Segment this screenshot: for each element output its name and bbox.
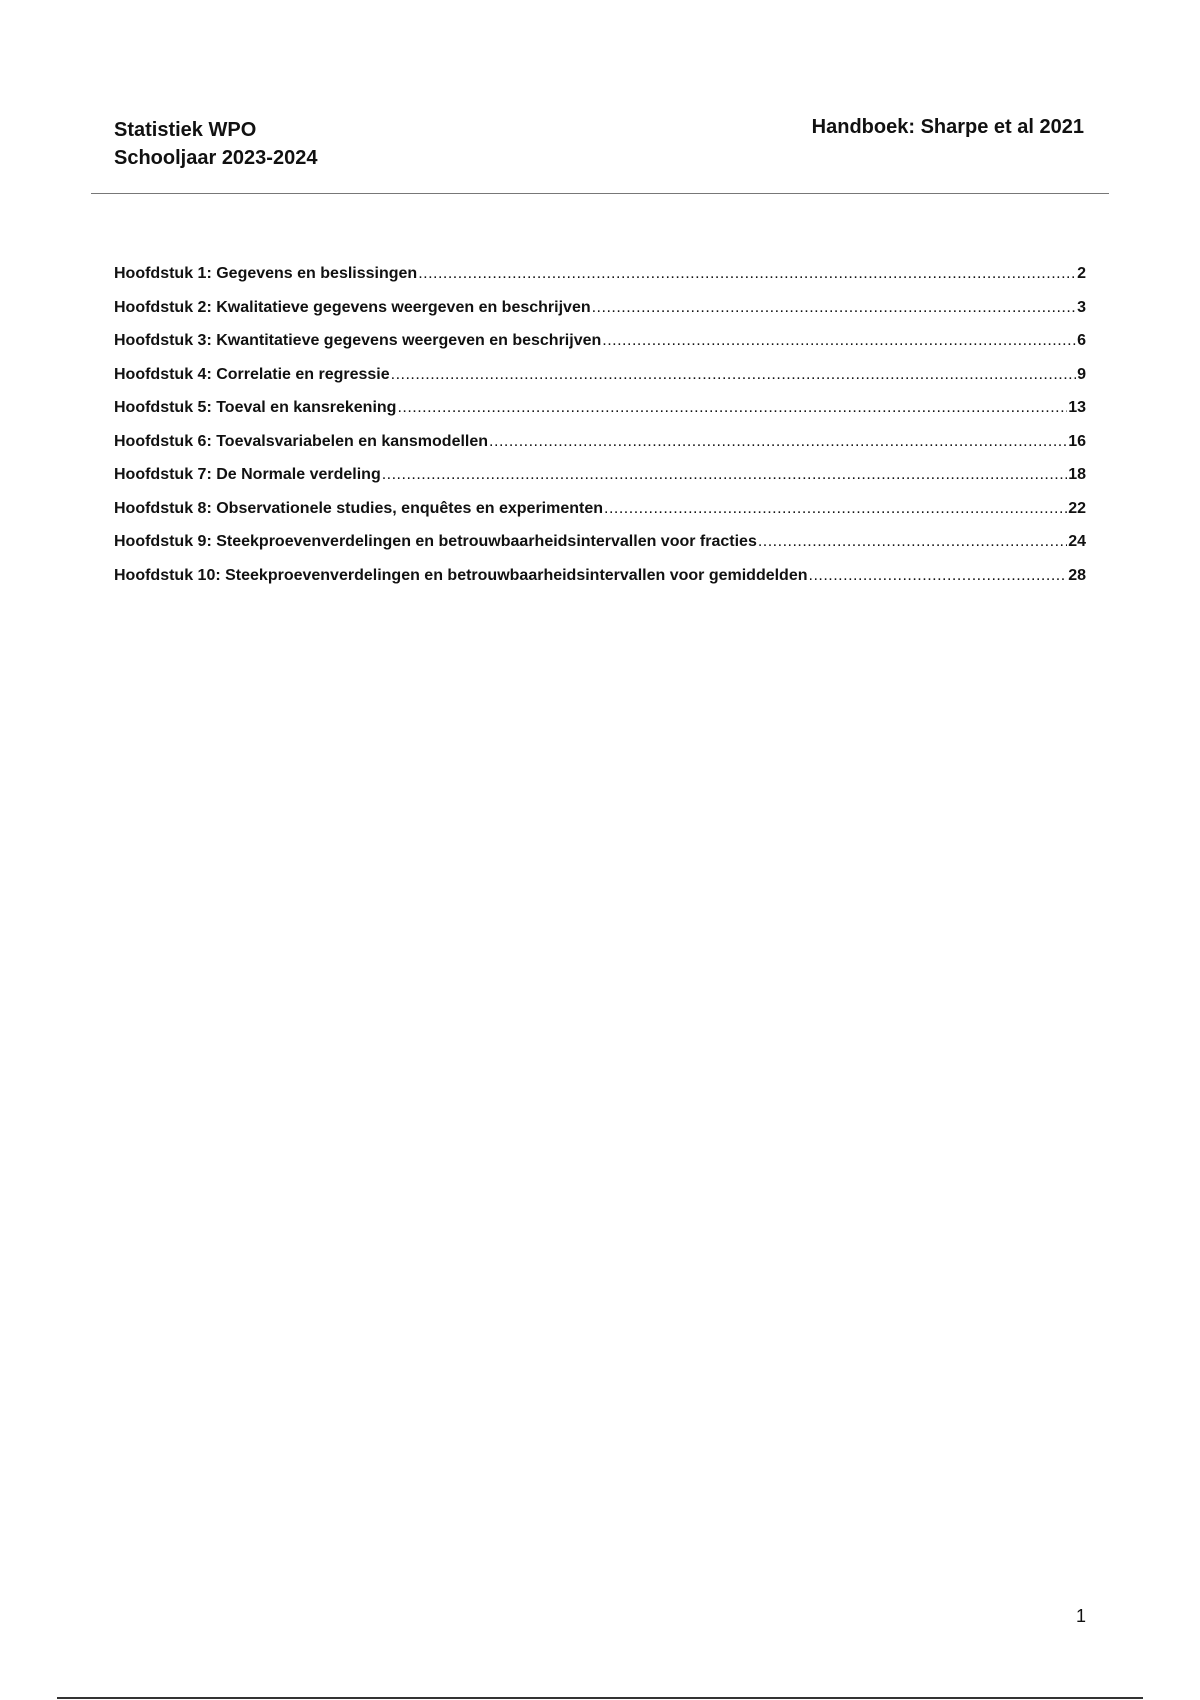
toc-entry-title: Hoofdstuk 5: Toeval en kansrekening (114, 399, 397, 416)
toc-dot-leader (592, 296, 1076, 320)
toc-entry-title: Hoofdstuk 1: Gegevens en beslissingen (114, 265, 418, 282)
toc-entry-page: 24 (1068, 533, 1086, 550)
page-header (114, 116, 1084, 176)
toc-entry-9[interactable] (114, 530, 1086, 564)
toc-entry-title: Hoofdstuk 3: Kwantitatieve gegevens weergeven en beschrijven (114, 332, 602, 349)
toc-dot-leader (418, 262, 1076, 286)
school-year: Schooljaar 2023-2024 (114, 147, 318, 169)
toc-entry-page: 18 (1068, 466, 1086, 483)
toc-entry-page: 9 (1077, 365, 1086, 383)
toc-entry-7[interactable] (114, 463, 1086, 497)
toc-entry-6[interactable] (114, 430, 1086, 464)
toc-entry-title: Hoofdstuk 4: Correlatie en regressie (114, 365, 390, 383)
toc-entry-page: 6 (1077, 332, 1086, 349)
toc-entry-3[interactable] (114, 329, 1086, 363)
page-number: 1 (1075, 1606, 1086, 1626)
toc-entry-title: Hoofdstuk 6: Toevalsvariabelen en kansmodellen (114, 432, 489, 450)
toc-entry-1[interactable] (114, 262, 1086, 296)
toc-entry-page: 2 (1077, 265, 1086, 282)
toc-entry-page: 13 (1068, 399, 1086, 416)
toc-entry-title: Hoofdstuk 9: Steekproevenverdelingen en betrouwbaarheidsintervallen voor fracties (114, 533, 757, 550)
toc-entry-title: Hoofdstuk 10: Steekproevenverdelingen en betrouwbaarheidsintervallen voor gemiddelden (114, 566, 808, 584)
toc-dot-leader (602, 329, 1076, 353)
toc-dot-leader (604, 497, 1067, 521)
toc-entry-10[interactable] (114, 564, 1086, 598)
header-divider (91, 193, 1109, 194)
table-of-contents (114, 262, 1086, 597)
toc-entry-5[interactable] (114, 396, 1086, 430)
toc-dot-leader (758, 530, 1067, 554)
toc-dot-leader (391, 363, 1076, 387)
toc-entry-8[interactable] (114, 497, 1086, 531)
toc-entry-title: Hoofdstuk 7: De Normale verdeling (114, 466, 381, 483)
toc-dot-leader (809, 564, 1068, 588)
toc-entry-title: Hoofdstuk 2: Kwalitatieve gegevens weergeven en beschrijven (114, 298, 591, 316)
toc-entry-page: 3 (1077, 298, 1086, 316)
handbook-reference: Handboek: Sharpe et al 2021 (811, 116, 1084, 138)
toc-dot-leader (382, 463, 1067, 487)
toc-entry-page: 16 (1068, 432, 1086, 450)
toc-entry-2[interactable] (114, 296, 1086, 330)
toc-entry-page: 28 (1068, 566, 1086, 584)
toc-entry-page: 22 (1068, 499, 1086, 517)
toc-entry-title: Hoofdstuk 8: Observationele studies, enquêtes en experimenten (114, 499, 604, 517)
header-left-block (114, 116, 317, 172)
toc-dot-leader (397, 396, 1067, 420)
toc-dot-leader (489, 430, 1067, 454)
footer-divider (57, 1697, 1143, 1699)
course-title: Statistiek WPO (114, 119, 257, 141)
toc-entry-4[interactable] (114, 363, 1086, 397)
